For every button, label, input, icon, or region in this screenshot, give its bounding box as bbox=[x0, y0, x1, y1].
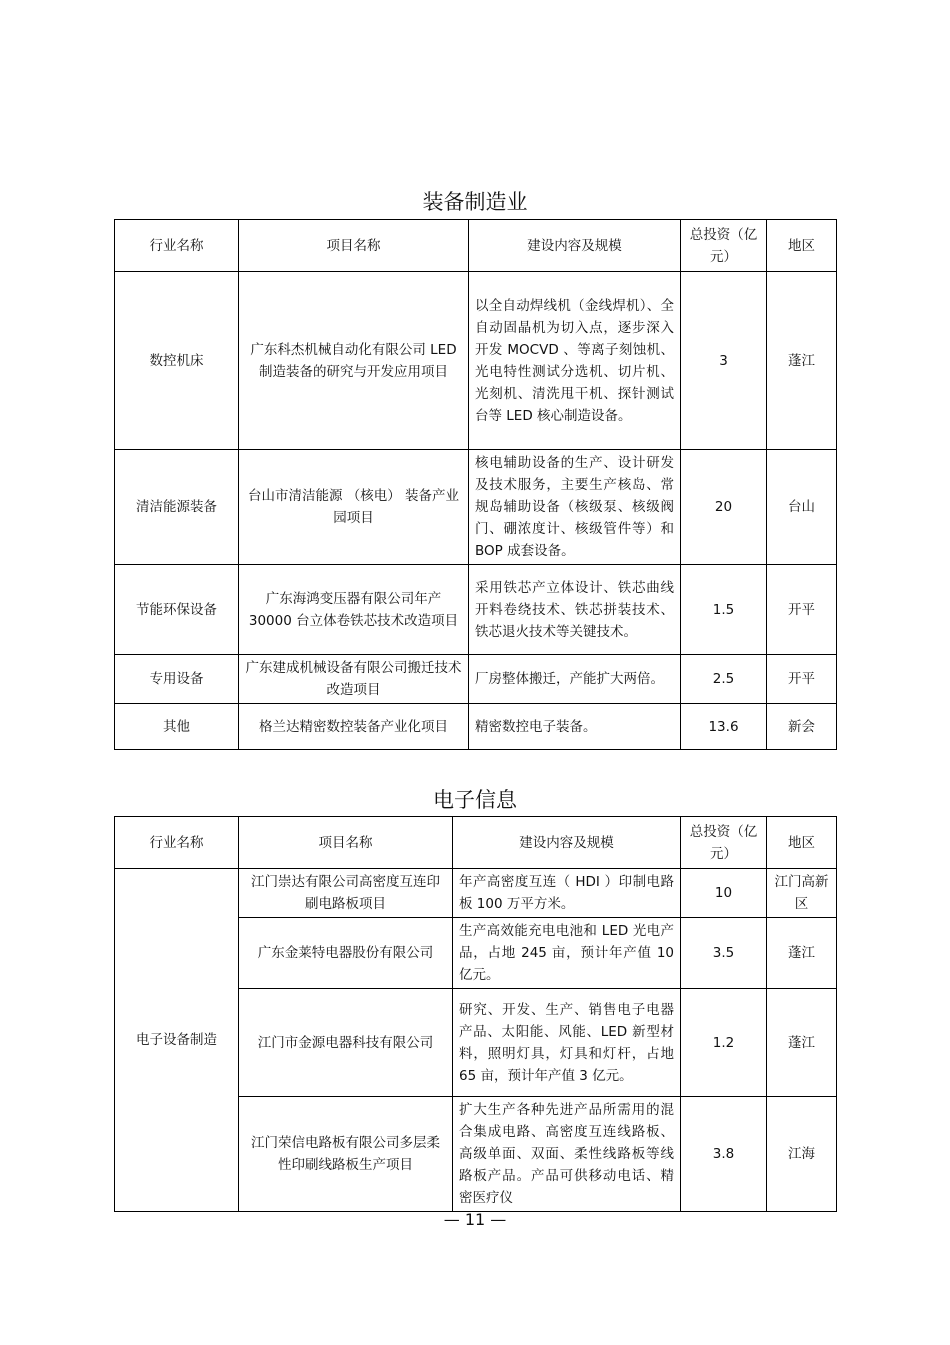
cell-project: 广东海鸿变压器有限公司年产 30000 台立体卷铁芯技术改造项目 bbox=[239, 565, 469, 655]
cell-project: 江门市金源电器科技有限公司 bbox=[239, 989, 453, 1097]
cell-industry: 电子设备制造 bbox=[115, 869, 239, 1212]
header-investment: 总投资（亿元） bbox=[681, 220, 767, 272]
cell-project: 格兰达精密数控装备产业化项目 bbox=[239, 704, 469, 750]
cell-region: 开平 bbox=[767, 565, 837, 655]
cell-content: 年产高密度互连（ HDI ）印制电路板 100 万平方米。 bbox=[453, 869, 681, 918]
cell-content: 精密数控电子装备。 bbox=[469, 704, 681, 750]
cell-project: 广东建成机械设备有限公司搬迁技术改造项目 bbox=[239, 655, 469, 704]
cell-investment: 2.5 bbox=[681, 655, 767, 704]
table-row bbox=[115, 704, 837, 750]
cell-content: 研究、开发、生产、销售电子电器产品、太阳能、风能、LED 新型材料，照明灯具，灯具和灯杆，占地 65 亩，预计年产值 3 亿元。 bbox=[453, 989, 681, 1097]
header-project: 项目名称 bbox=[239, 817, 453, 869]
cell-investment: 3.5 bbox=[681, 918, 767, 989]
header-industry: 行业名称 bbox=[115, 817, 239, 869]
table-row bbox=[115, 272, 837, 450]
cell-investment: 10 bbox=[681, 869, 767, 918]
cell-content: 厂房整体搬迁，产能扩大两倍。 bbox=[469, 655, 681, 704]
cell-content: 核电辅助设备的生产、设计研发及技术服务，主要生产核岛、常规岛辅助设备（核级泵、核级阀门、硼浓度计、核级管件等）和 BOP 成套设备。 bbox=[469, 450, 681, 565]
cell-region: 江门高新区 bbox=[767, 869, 837, 918]
header-industry: 行业名称 bbox=[115, 220, 239, 272]
cell-industry: 清洁能源装备 bbox=[115, 450, 239, 565]
cell-region: 蓬江 bbox=[767, 989, 837, 1097]
header-region: 地区 bbox=[767, 220, 837, 272]
electronics-table bbox=[114, 816, 837, 1212]
equipment-table bbox=[114, 219, 837, 750]
cell-project: 江门荣信电路板有限公司多层柔性印刷线路板生产项目 bbox=[239, 1097, 453, 1212]
table-header-row bbox=[115, 220, 837, 272]
cell-project: 广东科杰机械自动化有限公司 LED 制造装备的研究与开发应用项目 bbox=[239, 272, 469, 450]
cell-industry: 专用设备 bbox=[115, 655, 239, 704]
header-content: 建设内容及规模 bbox=[469, 220, 681, 272]
cell-investment: 20 bbox=[681, 450, 767, 565]
header-region: 地区 bbox=[767, 817, 837, 869]
cell-project: 江门崇达有限公司高密度互连印刷电路板项目 bbox=[239, 869, 453, 918]
cell-region: 开平 bbox=[767, 655, 837, 704]
cell-investment: 3 bbox=[681, 272, 767, 450]
table-row bbox=[115, 655, 837, 704]
section-title-equipment: 装备制造业 bbox=[422, 190, 528, 214]
cell-investment: 1.5 bbox=[681, 565, 767, 655]
cell-investment: 3.8 bbox=[681, 1097, 767, 1212]
cell-industry: 数控机床 bbox=[115, 272, 239, 450]
header-content: 建设内容及规模 bbox=[453, 817, 681, 869]
page-number: — 11 — bbox=[443, 1210, 507, 1229]
header-investment: 总投资（亿元） bbox=[681, 817, 767, 869]
cell-content: 生产高效能充电电池和 LED 光电产品，占地 245 亩，预计年产值 10 亿元。 bbox=[453, 918, 681, 989]
cell-region: 台山 bbox=[767, 450, 837, 565]
cell-region: 蓬江 bbox=[767, 918, 837, 989]
cell-investment: 1.2 bbox=[681, 989, 767, 1097]
cell-project: 广东金莱特电器股份有限公司 bbox=[239, 918, 453, 989]
cell-content: 采用铁芯产立体设计、铁芯曲线开料卷绕技术、铁芯拼装技术、铁芯退火技术等关键技术。 bbox=[469, 565, 681, 655]
cell-region: 新会 bbox=[767, 704, 837, 750]
cell-investment: 13.6 bbox=[681, 704, 767, 750]
table-row bbox=[115, 565, 837, 655]
table-row bbox=[115, 869, 837, 918]
cell-content: 以全自动焊线机（金线焊机）、全自动固晶机为切入点，逐步深入开发 MOCVD 、等离子刻蚀机、光电特性测试分选机、切片机、光刻机、清洗甩干机、探针测试台等 LED 核心制造设备。 bbox=[469, 272, 681, 450]
cell-region: 江海 bbox=[767, 1097, 837, 1212]
cell-industry: 节能环保设备 bbox=[115, 565, 239, 655]
cell-content: 扩大生产各种先进产品所需用的混合集成电路、高密度互连线路板、高级单面、双面、柔性线路板等线路板产品。产品可供移动电话、精密医疗仪 bbox=[453, 1097, 681, 1212]
cell-region: 蓬江 bbox=[767, 272, 837, 450]
table-row bbox=[115, 450, 837, 565]
table-header-row bbox=[115, 817, 837, 869]
cell-industry: 其他 bbox=[115, 704, 239, 750]
section-title-electronics: 电子信息 bbox=[433, 788, 517, 812]
cell-project: 台山市清洁能源 （核电） 装备产业园项目 bbox=[239, 450, 469, 565]
header-project: 项目名称 bbox=[239, 220, 469, 272]
